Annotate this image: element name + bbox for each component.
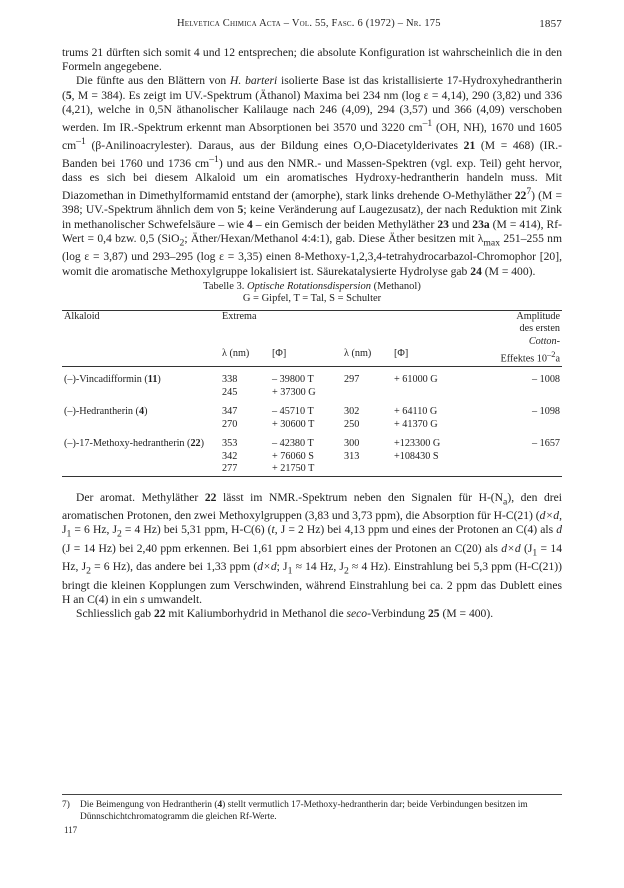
- column-header-alkaloid: Alkaloid: [64, 310, 100, 322]
- compound-ref: 5: [237, 203, 244, 217]
- compound-ref: 24: [470, 264, 482, 278]
- footnote-ref[interactable]: 7: [526, 186, 532, 198]
- column-header-amplitude: Amplitude: [516, 310, 560, 322]
- column-header-phi: [Φ]: [272, 348, 287, 360]
- table-row: (–)-Vincadifformin (11) 338 – 39800 T 297 + 61000 G – 1008: [64, 374, 560, 386]
- table-row: 277 + 21750 T: [62, 463, 562, 476]
- species-name: H. barteri: [230, 74, 278, 88]
- footnote-mark: 7): [62, 800, 70, 810]
- signature-mark: 117: [64, 825, 78, 835]
- paragraph-nmr: Der aromat. Methyläther 22 lässt im NMR.-Spektrum neben den Signalen für $H-(N_a)$, den drei aromatischen Protonen, den zwei Methoxylgruppen (3,83 und 3,73 ppm), die Absorption für H-C(21) (d×d, $J_1 = 6$ Hz, $J_2 = 4$ Hz) bei 5,31 ppm, H-C(6) (t, J = 2 Hz) bei 4,13 ppm und eines der Protonen an C(4) als d (J = 14 Hz) bei 2,40 ppm erkennen. Bei 1,61 ppm absorbiert eines der Protonen an C(20) als d×d ($J_1 = 14$ Hz, $J_2 = 6$ Hz), das andere bei 1,33 ppm (d×d; $J_1 \approx 14$ Hz, $J_2 \approx 4$ Hz). Einstrahlung bei 5,3 ppm (H-C(21)) bringt die kleinen Kopplungen zum Verschwinden, während Einstrahlung bei ca. 2 ppm das Dublett eines H an C(4) in ein s umwandelt.: [62, 490, 563, 607]
- column-header-lambda: λ (nm): [344, 348, 372, 360]
- table-row: (–)-17-Methoxy-hedrantherin (22) 353 – 42380 T 300 +123300 G – 1657: [64, 438, 560, 450]
- compound-ref: 4: [246, 217, 253, 231]
- table-row: 270 + 30600 T 250 + 41370 G: [222, 418, 438, 430]
- compound-ref: 21: [463, 138, 476, 152]
- journal-citation: Helvetica Chimica Acta – Vol. 55, Fasc. 6 (1972) – Nr. 175: [177, 18, 441, 29]
- compound-ref: 5: [65, 88, 72, 102]
- table-legend: G = Gipfel, T = Tal, S = Schulter: [242, 293, 382, 305]
- article-body: [62, 46, 562, 622]
- footnote-text: Die Beimengung von Hedrantherin (4) stellt vermutlich 17-Methoxy-hedrantherin dar; beide Verbindungen besitzen im Dünnschichtchromatogramm die gleichen Rf-Werte.: [80, 800, 528, 822]
- table-caption: Tabelle 3. Optische Rotationsdispersion (Methanol) G = Gipfel, T = Tal, S = Schulter: [203, 280, 421, 305]
- column-header-extrema: Extrema: [222, 310, 257, 322]
- column-header-phi: [Φ]: [394, 348, 409, 360]
- ord-table: Alkaloid Extrema Amplitude des ersten Cotton- λ (nm) [Φ] λ (nm) [Φ] Effektes $10^{-2}a$ (–)-Vincadifformin (11) 338 – 39800 T 297 + 61000 G – 1008 245 + 37300 G (–)-Hedrantherin (4) 347 – 45710 T 302 + 64110 G – 1098 270 + 30600 T 250 + 41370 G (–)-17-Methoxy-hedrantherin (22) 353 – 42380 T 300 +123300 G – 1657 342 + 76060 S 313 +108430 S 277 + 21750 T: [64, 310, 560, 475]
- table-row: 342 + 76060 S 313 +108430 S: [222, 450, 439, 462]
- column-header-lambda: λ (nm): [222, 348, 250, 360]
- paragraph-seco: Schliesslich gab 22 mit Kaliumborhydrid in Methanol die seco-Verbindung 25 (M = 400).: [76, 607, 494, 621]
- table-row: (–)-Hedrantherin (4) 347 – 45710 T 302 + 64110 G – 1098: [64, 406, 560, 418]
- compound-ref: 22: [514, 189, 527, 203]
- compound-ref: 23a: [472, 217, 490, 231]
- page-number: 1857: [539, 18, 562, 30]
- table-row: 245 + 37300 G: [222, 386, 316, 398]
- paragraph-continuation: trums 21 dürften sich somit 4 und 12 entsprechen; die absolute Konfiguration ist wahrscheinlich die in den Formeln angegebene.: [62, 46, 562, 74]
- footnote: [62, 794, 562, 823]
- paragraph-hydroxyhedrantherin: Die fünfte aus den Blättern von H. barteri isolierte Base ist das kristallisierte 17-Hydroxyhedrantherin (5, M = 384). Es zeigt im UV.-Spektrum (Äthanol) Maxima bei 234 nm (log ε = 4,14), 290 (3,82) und 336 (4,21), welche in 0,5N äthanolischer Kalilauge nach 246 (4,09), 294 (3,57) und 366 (4,09) verschoben werden. Im IR.-Spektrum erkennt man Absorptionen bei 3570 und 3220 $cm^{-1}$ (OH, NH), 1670 und 1605 $cm^{-1}$ (β-Anilinoacrylester). Daraus, aus der Bildung eines O,O-Diacetylderivates 21 (M = 468) (IR.-Banden bei 1760 und 1736 $cm^{-1}$) und aus den NMR.- und Massen-Spektren (vgl. exp. Teil) geht hervor, dass es sich bei diesem Alkaloid um ein aromatisches Hydroxy-hedrantherin handeln muss. Mit Diazomethan in Dimethylformamid entstand der (amorphe), stark links drehende O-Methyläther $22^7$) (M = 398; UV.-Spektrum ähnlich dem von 5; keine Veränderung auf Laugezusatz), der nach Reduktion mit Zink in methanolischer Schwefelsäure – wie 4 – ein Gemisch der beiden Methyläther 23 und 23a (M = 414), Rf-Wert = 0,4 bzw. 0,5 (SiO$_2$; Äther/Hexan/Methanol 4:4:1), gab. Diese Äther besitzen mit $\lambda_{max}$ 251–255 nm (log ε = 3,87) und 293–295 (log ε = 3,35) einen 8-Methoxy-1,2,3,4-tetrahydrocarbazol-Chromophor [20], womit die aromatische Methoxylgruppe lokalisiert ist. Säurekatalysierte Hydrolyse gab 24 (M = 400).: [62, 74, 563, 278]
- compound-ref: 23: [437, 217, 449, 231]
